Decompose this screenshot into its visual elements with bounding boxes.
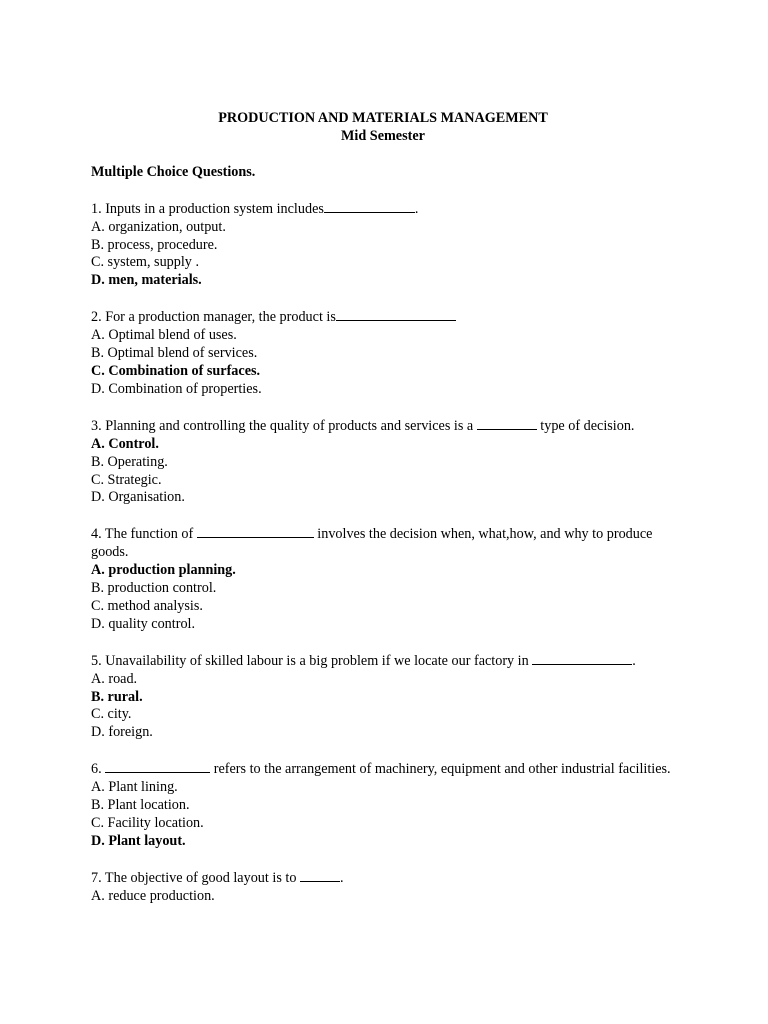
answer-blank bbox=[324, 200, 415, 213]
correct-option: C. Combination of surfaces. bbox=[91, 362, 261, 379]
answer-blank bbox=[105, 760, 210, 773]
question-list bbox=[91, 200, 691, 906]
option: A. reduce production. bbox=[91, 887, 215, 904]
question-text-part: 6. bbox=[91, 761, 106, 778]
question-2 bbox=[91, 308, 691, 399]
question-text-part: 3. Planning and controlling the quality of products and services is a bbox=[91, 417, 477, 434]
question-4 bbox=[91, 525, 691, 633]
correct-option: D. men, materials. bbox=[91, 272, 202, 289]
answer-blank bbox=[300, 869, 340, 882]
option: C. Facility location. bbox=[91, 815, 204, 831]
option: A. organization, output. bbox=[91, 218, 226, 235]
question-text bbox=[91, 417, 691, 436]
question-3 bbox=[91, 417, 691, 508]
option: D. quality control. bbox=[91, 615, 196, 632]
question-text-part: 2. For a production manager, the product is bbox=[91, 309, 336, 326]
answer-blank bbox=[197, 525, 314, 538]
question-5 bbox=[91, 652, 691, 743]
option: C. system, supply . bbox=[91, 254, 199, 271]
question-6 bbox=[91, 760, 691, 851]
question-text bbox=[91, 525, 691, 562]
correct-option: A. production planning. bbox=[91, 562, 236, 579]
answer-blank bbox=[532, 652, 632, 665]
question-text-part: 5. Unavailability of skilled labour is a big problem if we locate our factory in bbox=[91, 652, 533, 669]
question-text-part: 4. The function of bbox=[91, 526, 197, 543]
option: C. Strategic. bbox=[91, 471, 162, 488]
option: B. Plant location. bbox=[91, 797, 190, 814]
document-subtitle: Mid Semester bbox=[341, 127, 425, 144]
option: A. Optimal blend of uses. bbox=[91, 327, 237, 344]
option: A. Plant lining. bbox=[91, 779, 178, 796]
answer-blank bbox=[336, 308, 456, 321]
document-page bbox=[91, 110, 691, 906]
question-text bbox=[91, 652, 691, 671]
option: B. Optimal blend of services. bbox=[91, 345, 258, 362]
question-text-part: involves the decision when, what,how, and why to produce goods. bbox=[91, 526, 653, 561]
question-7 bbox=[91, 869, 691, 906]
question-text-part: 7. The objective of good layout is to bbox=[91, 869, 300, 886]
question-text-part: refers to the arrangement of machinery, equipment and other industrial facilities. bbox=[210, 761, 671, 778]
question-text-part: 1. Inputs in a production system includes bbox=[91, 200, 324, 217]
question-text bbox=[91, 760, 691, 779]
question-text-part: . bbox=[632, 652, 636, 669]
option: B. production control. bbox=[91, 580, 217, 597]
option: C. city. bbox=[91, 706, 132, 723]
correct-option: D. Plant layout. bbox=[91, 832, 186, 849]
option: D. foreign. bbox=[91, 724, 153, 741]
correct-option: B. rural. bbox=[91, 688, 143, 705]
option: C. method analysis. bbox=[91, 597, 203, 614]
option: A. road. bbox=[91, 670, 138, 687]
option: D. Organisation. bbox=[91, 489, 185, 506]
option: B. process, procedure. bbox=[91, 236, 218, 253]
question-text bbox=[91, 308, 691, 327]
option: B. Operating. bbox=[91, 453, 168, 470]
question-text bbox=[91, 200, 691, 219]
question-1 bbox=[91, 200, 691, 291]
section-title: Multiple Choice Questions. bbox=[91, 163, 256, 180]
question-text bbox=[91, 869, 691, 888]
document-title: PRODUCTION AND MATERIALS MANAGEMENT bbox=[218, 110, 548, 126]
question-text-part: . bbox=[414, 200, 419, 217]
question-text-part: type of decision. bbox=[536, 417, 635, 434]
correct-option: A. Control. bbox=[91, 435, 159, 452]
answer-blank bbox=[477, 417, 537, 430]
question-text-part: . bbox=[339, 869, 344, 886]
option: D. Combination of properties. bbox=[91, 380, 262, 397]
